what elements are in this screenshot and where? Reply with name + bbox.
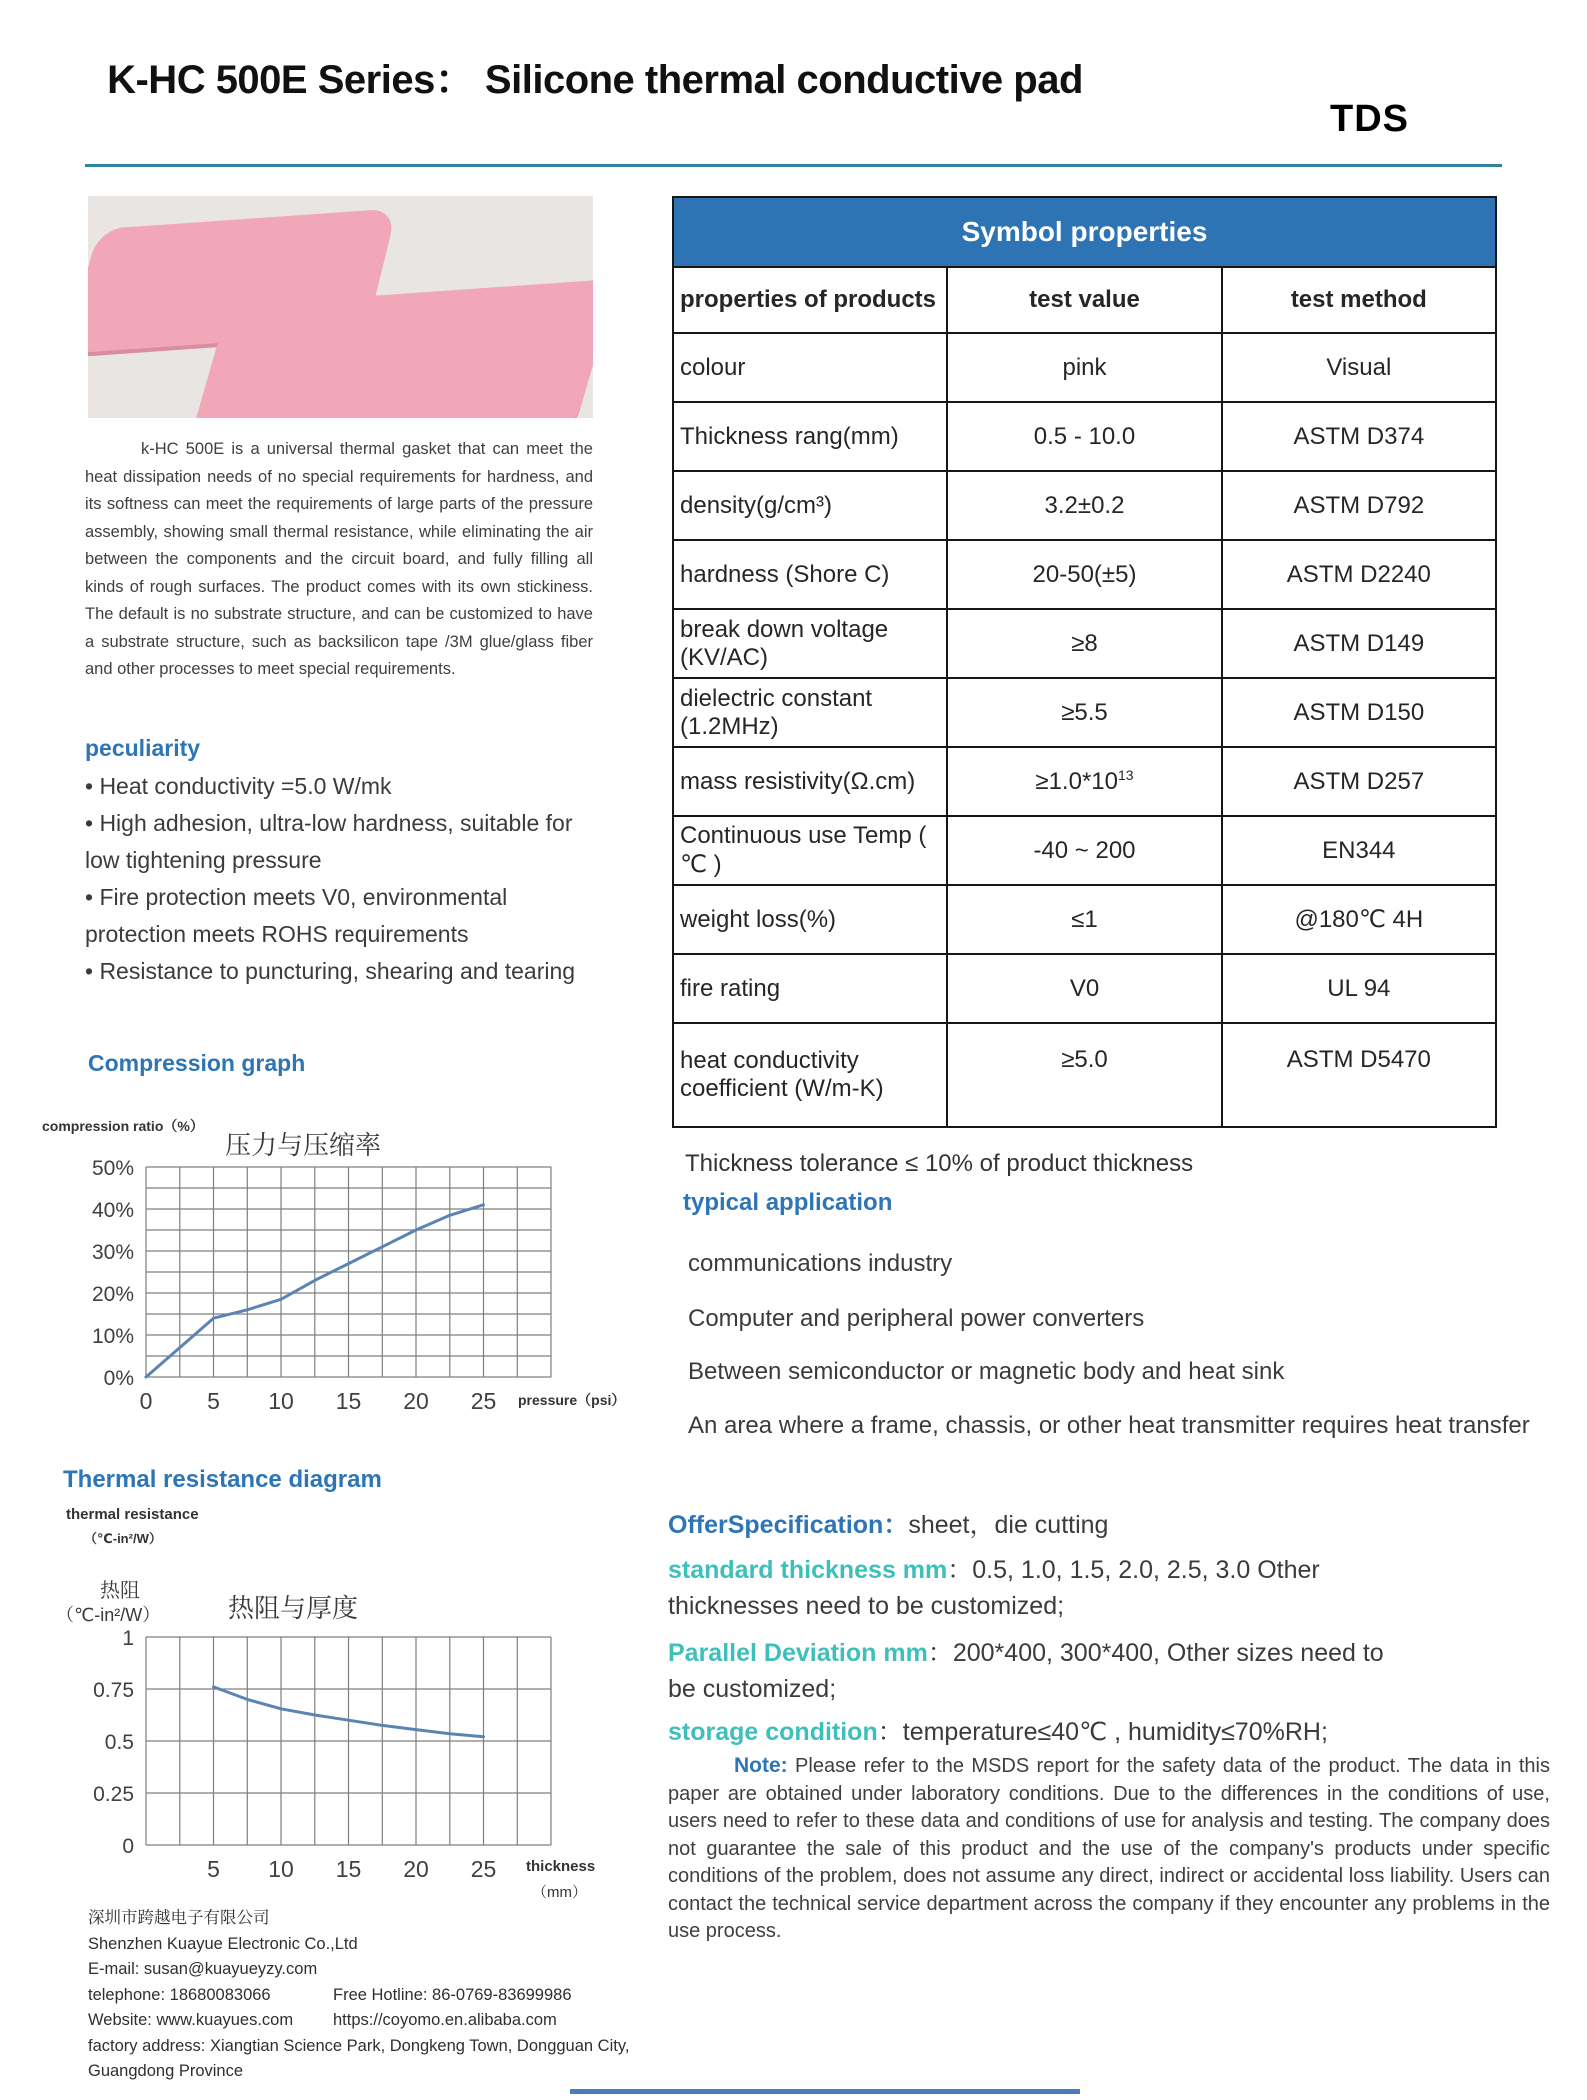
table-row [673,816,1496,885]
factory-address-line-2: Guangdong Province [88,2062,244,2080]
table-row [673,1023,1496,1127]
table-row [673,678,1496,747]
svg-text:25: 25 [470,1856,497,1882]
cell-property: colour [673,333,947,402]
email-line: E-mail: susan@kuayueyzy.com [88,1960,318,1978]
svg-text:0.75: 0.75 [93,1679,134,1702]
peculiarity-heading: peculiarity [85,735,201,761]
compression-x-axis-label: pressure（psi） [518,1392,626,1408]
alibaba-url: https://coyomo.en.alibaba.com [333,2011,557,2029]
svg-text:0: 0 [139,1388,153,1414]
column-header-property: properties of products [673,267,947,333]
page-title: K-HC 500E Series： Silicone thermal conductive pad [107,58,1083,102]
peculiarity-bullet: • Fire protection meets V0, environmental protection meets ROHS requirements [85,884,508,947]
offer-specification-value: sheet，die cutting [908,1511,1109,1539]
cell-property: break down voltage (KV/AC) [673,609,947,678]
title-divider [85,164,1502,167]
table-row [673,954,1496,1023]
thickness-tolerance-note: Thickness tolerance ≤ 10% of product thickness [685,1150,1194,1177]
column-header-value: test value [947,267,1221,333]
parallel-deviation-line-2: be customized; [668,1675,837,1703]
mass-resistivity-exponent: 13 [1117,767,1134,783]
svg-text:10%: 10% [91,1325,134,1348]
table-row [673,471,1496,540]
separator: ： [927,1639,953,1667]
cell-method: EN344 [1222,816,1496,885]
cell-value: ≥5.0 [947,1023,1221,1127]
thermal-x-axis-label-2: （mm） [532,1884,587,1901]
typical-application-heading: typical application [683,1189,893,1216]
cell-property: heat conductivity coefficient (W/m-K) [673,1023,947,1127]
svg-text:5: 5 [207,1856,220,1882]
standard-thickness-values: 0.5, 1.0, 1.5, 2.0, 2.5, 3.0 Other [972,1556,1320,1584]
cell-method: UL 94 [1222,954,1496,1023]
column-header-method: test method [1222,267,1496,333]
thermal-y-axis-label-cn-1: 热阻 [100,1580,140,1602]
cell-method: ASTM D792 [1222,471,1496,540]
thermal-chart-title: 热阻与厚度 [228,1593,359,1623]
contact-block [88,1906,688,2085]
website: Website: www.kuayues.com [88,2011,294,2029]
svg-text:20%: 20% [91,1283,134,1306]
storage-condition-label: storage condition [668,1718,878,1746]
svg-text:25: 25 [470,1388,497,1414]
svg-text:40%: 40% [91,1199,134,1222]
standard-thickness-label: standard thickness mm [668,1556,948,1584]
tds-label: TDS [1330,98,1409,140]
free-hotline: Free Hotline: 86-0769-83699986 [333,1985,572,2004]
svg-text:1: 1 [122,1627,134,1650]
standard-thickness-line-2: thicknesses need to be customized; [668,1592,1065,1620]
product-description: k-HC 500E is a universal thermal gasket that can meet the heat dissipation needs of no special requirements for hardness, and its softness can meet the requirements of large parts of the pressure assembly, showing small thermal resistance, while eliminating the air between the components and the circuit board, and fully filling all kinds of rough surfaces. The product comes with its own stickiness. The default is no substrate structure, and can be customized to have a substrate structure, such as backsilicon tape /3M glue/glass fiber and other processes to meet special requirements. [85,440,593,678]
svg-text:10: 10 [268,1856,294,1882]
factory-address-line-1: factory address: Xiangtian Science Park, Dongkeng Town, Dongguan City, [88,2036,630,2055]
mass-resistivity-base: ≥1.0*10 [1035,768,1118,795]
peculiarity-list [85,768,605,990]
cell-property: hardness (Shore C) [673,540,947,609]
parallel-deviation-line [668,1633,1568,1669]
svg-text:20: 20 [403,1856,429,1882]
website-line [88,2008,688,2034]
cell-value: ≤1 [947,885,1221,954]
storage-condition-line [668,1712,1568,1748]
table-row [673,885,1496,954]
cell-property: Continuous use Temp ( ℃ ) [673,816,947,885]
cell-method: ASTM D2240 [1222,540,1496,609]
cell-value: 0.5 - 10.0 [947,402,1221,471]
storage-condition-value: temperature≤40℃ , humidity≤70%RH; [902,1718,1328,1746]
separator: ： [877,1718,903,1746]
note-label: Note: [734,1754,788,1777]
application-item: Between semiconductor or magnetic body and heat sink [688,1358,1285,1385]
compression-chart-title: 压力与压缩率 [225,1130,382,1160]
cell-method: ASTM D149 [1222,609,1496,678]
telephone: telephone: 18680083066 [88,1985,271,2004]
cell-value: pink [947,333,1221,402]
compression-y-axis-label: compression ratio（%） [42,1118,204,1134]
svg-text:0.25: 0.25 [93,1783,134,1806]
svg-text:15: 15 [335,1388,362,1414]
peculiarity-bullet: • Resistance to puncturing, shearing and tearing [85,958,576,984]
cell-value [947,747,1221,816]
note-paragraph [668,1752,1550,1946]
table-row [673,540,1496,609]
svg-text:5: 5 [207,1388,220,1414]
cell-value: -40 ~ 200 [947,816,1221,885]
cell-method: ASTM D257 [1222,747,1496,816]
application-item: communications industry [688,1250,953,1277]
svg-text:0%: 0% [103,1367,134,1390]
thermal-resistance-chart [28,1560,628,1905]
cell-method: Visual [1222,333,1496,402]
svg-text:0: 0 [122,1835,134,1858]
application-item: Computer and peripheral power converters [688,1305,1145,1332]
note-text: Please refer to the MSDS report for the safety data of the product. The data in this paper are obtained under laboratory conditions. Due to the differences in the conditions of use, users need to refer to these data and conditions of use for analysis and testing. The company does not guarantee the sale of this product and the use of the company's products under specific conditions of the problem, does not assume any direct, indirect or accidental loss liability. Users can contact the technical service department across the company if they encounter any problems in the use process. [668,1755,1550,1942]
cell-method: ASTM D150 [1222,678,1496,747]
product-photo [88,196,593,418]
symbol-properties-table [672,196,1497,1128]
thermal-y-axis-label-cn-2: （℃-in²/W） [56,1605,161,1625]
thermal-x-axis-label-1: thickness [526,1858,596,1875]
peculiarity-bullet: • High adhesion, ultra-low hardness, suitable for low tightening pressure [85,810,573,873]
application-item: An area where a frame, chassis, or other heat transmitter requires heat transfer [688,1412,1530,1439]
cell-method: @180℃ 4H [1222,885,1496,954]
cell-property: weight loss(%) [673,885,947,954]
cell-property: density(g/cm³) [673,471,947,540]
svg-text:50%: 50% [91,1157,134,1180]
cell-value: V0 [947,954,1221,1023]
svg-text:20: 20 [403,1388,429,1414]
bottom-accent-bar [570,2089,1080,2094]
cell-method: ASTM D374 [1222,402,1496,471]
thermal-axis-unit-label-en-2: （℃-in²/W） [84,1531,162,1546]
parallel-deviation-label: Parallel Deviation mm [668,1639,928,1667]
separator: ： [947,1556,973,1584]
compression-graph-heading: Compression graph [88,1050,306,1076]
cell-property: Thickness rang(mm) [673,402,947,471]
standard-thickness-line [668,1550,1568,1586]
table-row [673,333,1496,402]
svg-text:15: 15 [335,1856,362,1882]
cell-method: ASTM D5470 [1222,1023,1496,1127]
table-banner: Symbol properties [673,197,1496,267]
table-row [673,747,1496,816]
compression-chart [28,1105,628,1425]
peculiarity-bullet: • Heat conductivity =5.0 W/mk [85,773,392,799]
offer-specification-label: OfferSpecification： [668,1511,909,1539]
cell-property: fire rating [673,954,947,1023]
company-name-en: Shenzhen Kuayue Electronic Co.,Ltd [88,1934,358,1953]
cell-property: dielectric constant (1.2MHz) [673,678,947,747]
cell-property: mass resistivity(Ω.cm) [673,747,947,816]
table-row [673,402,1496,471]
svg-text:10: 10 [268,1388,294,1414]
svg-text:0.5: 0.5 [104,1731,134,1754]
cell-value: ≥5.5 [947,678,1221,747]
parallel-deviation-values: 200*400, 300*400, Other sizes need to [952,1639,1384,1667]
phone-line [88,1983,688,2009]
cell-value: ≥8 [947,609,1221,678]
cell-value: 3.2±0.2 [947,471,1221,540]
cell-value: 20-50(±5) [947,540,1221,609]
thermal-diagram-heading: Thermal resistance diagram [63,1466,382,1493]
table-row [673,609,1496,678]
svg-text:30%: 30% [91,1241,134,1264]
company-name-cn: 深圳市跨越电子有限公司 [88,1909,270,1927]
thermal-axis-unit-label-en-1: thermal resistance [66,1506,199,1523]
offer-specification-line [668,1505,1568,1541]
